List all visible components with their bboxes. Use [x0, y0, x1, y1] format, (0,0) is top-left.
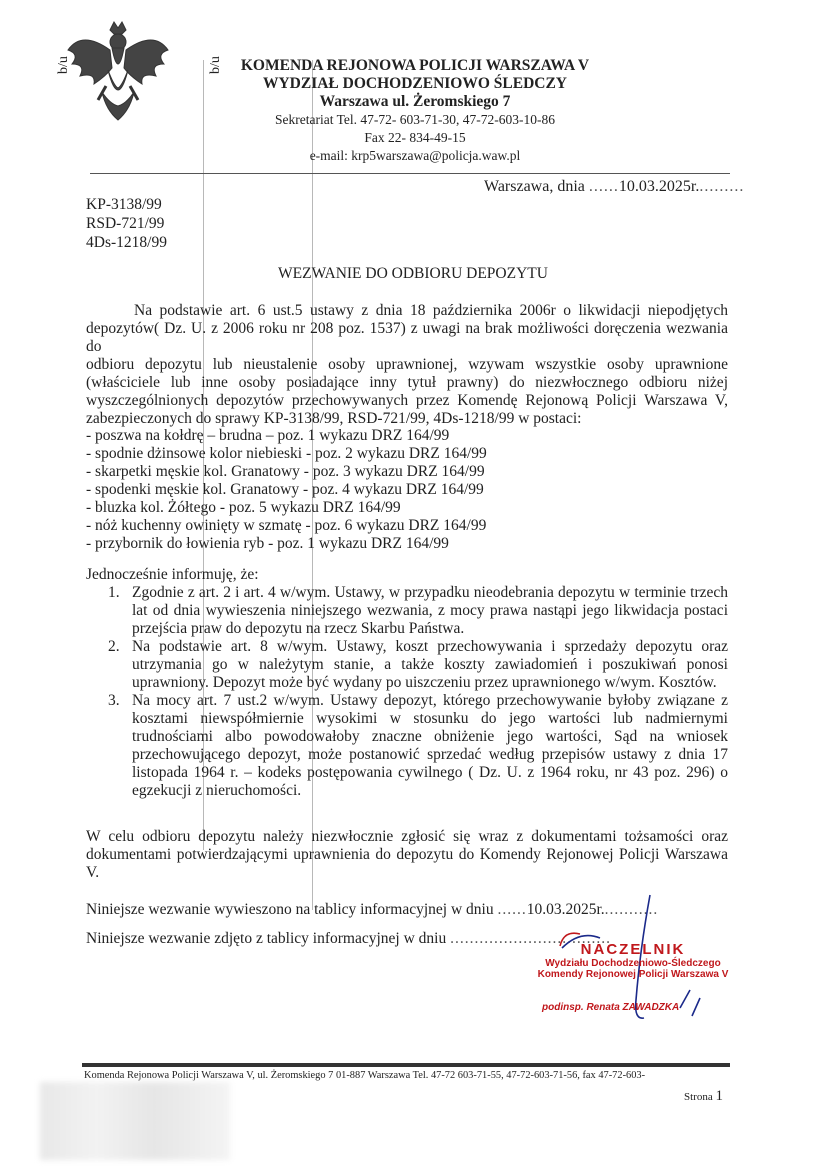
point-text: Zgodnie z art. 2 i art. 4 w/wym. Ustawy, w przypadku nieodebrania depozytu w terminie trzech lat od dnia wywieszenia niniejszego wezwania, z mocy prawa nastąpi jego likwidacja postaci przejścia praw do depozytu na rzecz Skarbu Państwa. — [132, 584, 728, 637]
numbered-point — [108, 638, 728, 692]
intro-line: wyszczególnionych depozytów przechowywanych przez Komendę Rejonową Policji Warszawa V, — [86, 392, 728, 409]
stamp-title: NACZELNIK — [580, 941, 686, 958]
stamp-signed: podinsp. Renata ZAWADZKA — [542, 1002, 680, 1013]
case-references — [86, 195, 167, 252]
list-item: - bluzka kol. Żółtego - poz. 5 wykazu DRZ 164/99 — [86, 499, 401, 516]
closing-line: dokumentami potwierdzającymi uprawnienia do depozytu do Komendy Rejonowej Policji Warszawa V. — [86, 846, 728, 881]
page-label: Strona — [684, 1091, 713, 1103]
case-ref: 4Ds-1218/99 — [86, 234, 167, 251]
header-line-5: Fax 22- 834-49-15 — [364, 130, 466, 145]
header-line-6: e-mail: krp5warszawa@policja.waw.pl — [309, 148, 521, 163]
stamp-bu-right: b/u — [208, 56, 223, 74]
header-line-3: Warszawa ul. Żeromskiego 7 — [319, 93, 511, 110]
posted-line: Niniejsze wezwanie wywieszono na tablicy informacyjnej w dniu ......10.03.2025r............ — [86, 901, 659, 918]
list-item: - przybornik do łowienia ryb - poz. 1 wykazu DRZ 164/99 — [86, 535, 449, 552]
inform-heading: Jednocześnie informuję, że: — [86, 566, 259, 583]
point-number: 3. — [108, 692, 120, 709]
stamp-line: Komendy Rejonowej Policji Warszawa V — [537, 969, 729, 980]
posted-label: Niniejsze wezwanie wywieszono na tablicy informacyjnej w dniu — [86, 901, 494, 918]
stamp-bu-left: b/u — [56, 56, 71, 74]
footer-text: Komenda Rejonowa Policji Warszawa V, ul. Żeromskiego 7 01-887 Warszawa Tel. 47-72 603-71-55, 47-72-603-71-56, fax 47-72-603- — [84, 1070, 646, 1081]
list-item: - skarpetki męskie kol. Granatowy - poz. 3 wykazu DRZ 164/99 — [86, 463, 485, 480]
list-item: - spodenki męskie kol. Granatowy - poz. 4 wykazu DRZ 164/99 — [86, 481, 484, 498]
removed-line: Niniejsze wezwanie zdjęto z tablicy informacyjnej w dniu ................................. — [86, 930, 611, 947]
date-line: Warszawa, dnia ......10.03.2025r.......... — [484, 178, 745, 195]
redacted-area — [40, 1082, 230, 1160]
intro-line: odbioru depozytu lub nieustalenie osoby uprawnionej, wzywam wszystkie osoby uprawnione — [86, 356, 728, 373]
point-number: 1. — [108, 584, 120, 601]
intro-line: depozytów( Dz. U. z 2006 roku nr 208 poz. 1537) z uwagi na brak możliwości doręczenia wezwania do — [86, 320, 728, 355]
header-line-1: KOMENDA REJONOWA POLICJI WARSZAWA V — [240, 57, 590, 74]
closing-paragraph — [86, 828, 728, 882]
numbered-point — [108, 692, 728, 800]
document-title: WEZWANIE DO ODBIORU DEPOZYTU — [278, 265, 548, 282]
list-item: - nóż kuchenny owinięty w szmatę - poz. 6 wykazu DRZ 164/99 — [86, 517, 487, 534]
removed-label: Niniejsze wezwanie zdjęto z tablicy informacyjnej w dniu — [86, 930, 447, 947]
stamp-line: Wydziału Dochodzeniowo-Śledczego — [545, 958, 721, 969]
intro-line: (właściciele lub inne osoby posiadające inny tytuł prawny) do niezwłocznego odbioru niżej — [86, 374, 728, 391]
list-item: - spodnie dżinsowe kolor niebieski - poz. 2 wykazu DRZ 164/99 — [86, 445, 487, 462]
intro-line: Na podstawie art. 6 ust.5 ustawy z dnia 18 października 2006r o likwidacji niepodjętych — [134, 302, 728, 319]
posted-date: 10.03.2025r. — [526, 901, 605, 918]
intro-paragraph — [86, 302, 728, 428]
point-number: 2. — [108, 638, 120, 655]
letterhead — [220, 57, 610, 165]
case-ref: KP-3138/99 — [86, 196, 162, 213]
numbered-point — [108, 584, 728, 638]
case-ref: RSD-721/99 — [86, 215, 165, 232]
point-text: Na mocy art. 7 ust.2 w/wym. Ustawy depozyt, którego przechowywanie byłoby związane z kosztami niewspółmiernie wysokimi w stosunku do jego wartości lub nadmiernymi trudnościami albo powodowałoby znaczne obniżenie jego wartości, Sąd na wniosek przechowującego depozyt, może postanowić sprzedać według przepisów ustawy z dnia 17 listopada 1964 r. – kodeks postępowania cywilnego ( Dz. U. z 1964 roku, nr 43 poz. 296) o egzekucji z nieruchomości. — [132, 692, 728, 799]
point-text: Na podstawie art. 8 w/wym. Ustawy, koszt przechowywania i sprzedaży depozytu oraz utrzymania go w należytym stanie, a także koszty zawiadomień i poszukiwań ponosi uprawniony. Depozyt może być wydany po uiszczeniu przez uprawnionego w/wym. Kosztów. — [132, 638, 728, 691]
date-prefix: Warszawa, dnia — [484, 178, 585, 195]
page-indicator — [684, 1088, 723, 1105]
header-rule — [90, 173, 730, 174]
date-value: 10.03.2025r. — [618, 178, 700, 195]
intro-line: zabezpieczonych do sprawy KP-3138/99, RSD-721/99, 4Ds-1218/99 w postaci: — [86, 410, 582, 427]
list-item: - poszwa na kołdrę – brudna – poz. 1 wykazu DRZ 164/99 — [86, 427, 450, 444]
deposit-items-list — [86, 427, 487, 553]
header-line-2: WYDZIAŁ DOCHODZENIOWO ŚLEDCZY — [262, 75, 568, 92]
page-number: 1 — [715, 1088, 723, 1104]
footer-rule — [82, 1063, 730, 1067]
closing-line: W celu odbioru depozytu należy niezwłocznie zgłosić się wraz z dokumentami tożsamości oraz — [86, 828, 728, 845]
official-stamp — [528, 942, 738, 1014]
eagle-emblem-icon — [62, 20, 174, 124]
header-line-4: Sekretariat Tel. 47-72- 603-71-30, 47-72-603-10-86 — [275, 112, 555, 127]
